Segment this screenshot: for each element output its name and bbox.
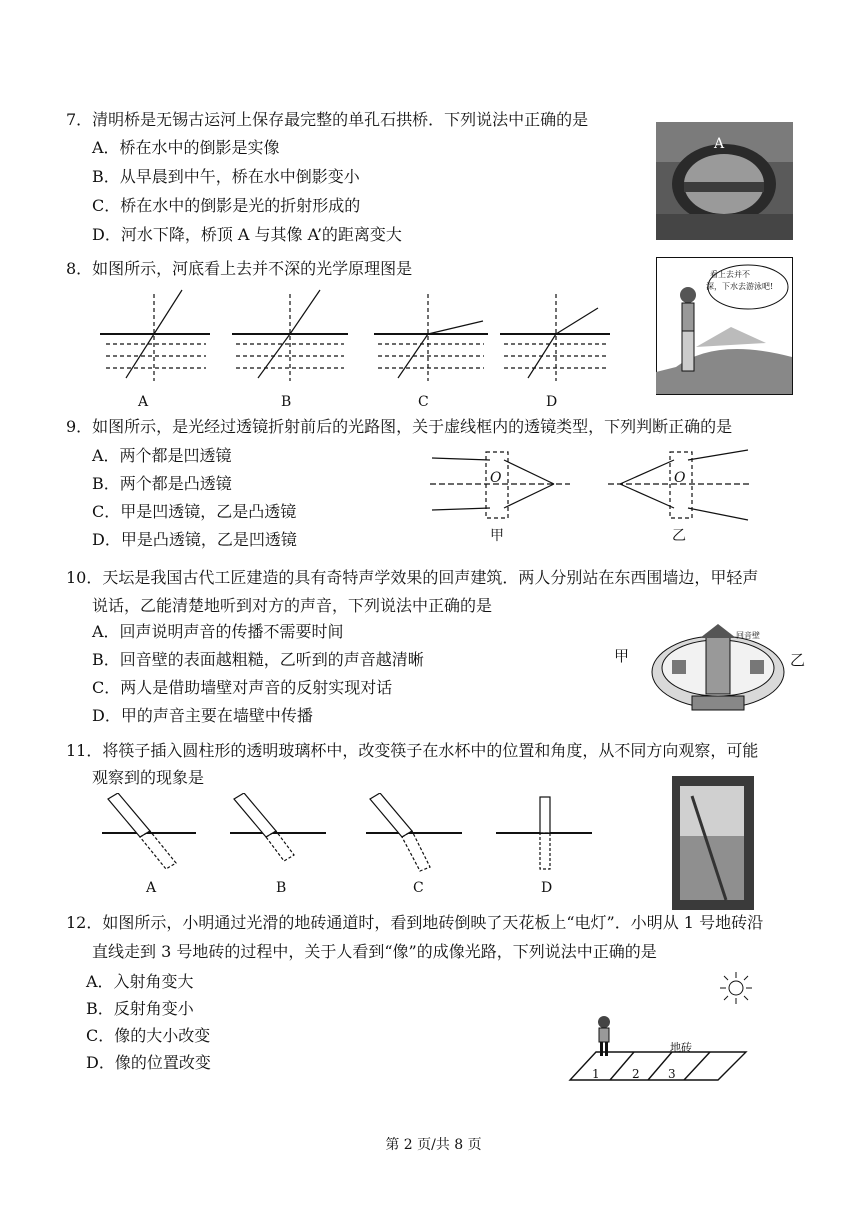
q10-option-b: B．回音壁的表面越粗糙，乙听到的声音越清晰	[92, 650, 424, 669]
q8-label-b: B	[281, 394, 292, 410]
q9-point-o-left: O	[490, 470, 502, 486]
q11-label-a: A	[146, 880, 157, 896]
q7-stem: 7．清明桥是无锡古运河上保存最完整的单孔石拱桥．下列说法中正确的是	[66, 110, 589, 129]
q8-diagrams	[98, 286, 618, 386]
q10-stem-2: 说话，乙能清楚地听到对方的声音，下列说法中正确的是	[92, 596, 493, 615]
bubble-line-2: 深，下水去游泳吧!	[706, 282, 774, 291]
q10-label-yi: 乙	[790, 651, 806, 669]
q9-option-b: B．两个都是凸透镜	[92, 474, 232, 493]
q9-label-jia: 甲	[490, 528, 504, 544]
q9-option-c: C．甲是凹透镜，乙是凸透镜	[92, 502, 297, 521]
page-footer: 第 2 页/共 8 页	[385, 1137, 482, 1153]
q12-stem-2: 直线走到 3 号地砖的过程中，关于人看到“像”的成像光路，下列说法中正确的是	[92, 942, 657, 961]
bridge-photo	[656, 122, 793, 240]
q12-option-b: B．反射角变小	[86, 999, 194, 1018]
q10-stem-1: 10．天坛是我国古代工匠建造的具有奇特声学效果的回声建筑．两人分别站在东西围墙边，甲轻声	[66, 568, 759, 587]
tile-number-2: 2	[632, 1067, 640, 1081]
q10-label-jia: 甲	[614, 647, 630, 665]
q12-option-c: C．像的大小改变	[86, 1026, 211, 1045]
glass-photo	[672, 776, 754, 910]
q9-option-d: D．甲是凸透镜，乙是凹透镜	[92, 530, 297, 549]
tile-number-3: 3	[668, 1067, 676, 1081]
q7-option-b: B．从早晨到中午，桥在水中倒影变小	[92, 167, 360, 186]
q7-option-d: D．河水下降，桥顶 A 与其像 A’的距离变大	[92, 225, 402, 244]
q9-point-o-right: O	[674, 470, 686, 486]
q9-stem: 9．如图所示，是光经过透镜折射前后的光路图，关于虚线框内的透镜类型，下列判断正确的是	[66, 417, 733, 436]
q11-label-d: D	[541, 880, 553, 896]
q11-stem-2: 观察到的现象是	[92, 768, 205, 787]
q10-option-a: A．回声说明声音的传播不需要时间	[92, 622, 344, 641]
q11-stem-1: 11．将筷子插入圆柱形的透明玻璃杯中，改变筷子在水杯中的位置和角度，从不同方向观察，可能	[66, 741, 759, 760]
q11-label-b: B	[276, 880, 287, 896]
tile-number-1: 1	[592, 1067, 600, 1081]
q11-chopstick-diagrams	[100, 793, 600, 873]
bridge-point-a: A	[714, 136, 725, 152]
q10-echo-wall-tag: 回音壁	[736, 631, 760, 640]
q11-label-c: C	[413, 880, 424, 896]
q8-label-c: C	[418, 394, 429, 410]
q7-option-c: C．桥在水中的倒影是光的折射形成的	[92, 196, 361, 215]
q7-option-a: A．桥在水中的倒影是实像	[92, 138, 280, 157]
q12-stem-1: 12．如图所示，小明通过光滑的地砖通道时，看到地砖倒映了天花板上“电灯”．小明从 1 号地砖沿	[66, 913, 764, 932]
lamp-icon	[716, 970, 756, 1006]
tile-label: 地砖	[670, 1041, 692, 1054]
q8-label-a: A	[138, 394, 149, 410]
q10-option-c: C．两人是借助墙壁对声音的反射实现对话	[92, 678, 393, 697]
q9-option-a: A．两个都是凹透镜	[92, 446, 232, 465]
echo-wall-illustration	[648, 624, 788, 714]
q9-label-yi: 乙	[672, 528, 686, 544]
q8-label-d: D	[546, 394, 558, 410]
q9-lens-diagrams	[430, 448, 760, 526]
q10-option-d: D．甲的声音主要在墙壁中传播	[92, 706, 313, 725]
q12-option-d: D．像的位置改变	[86, 1053, 211, 1072]
q12-option-a: A．入射角变大	[86, 972, 194, 991]
q8-stem: 8．如图所示，河底看上去并不深的光学原理图是	[66, 259, 413, 278]
bubble-line-1: 看上去并不	[710, 270, 750, 279]
